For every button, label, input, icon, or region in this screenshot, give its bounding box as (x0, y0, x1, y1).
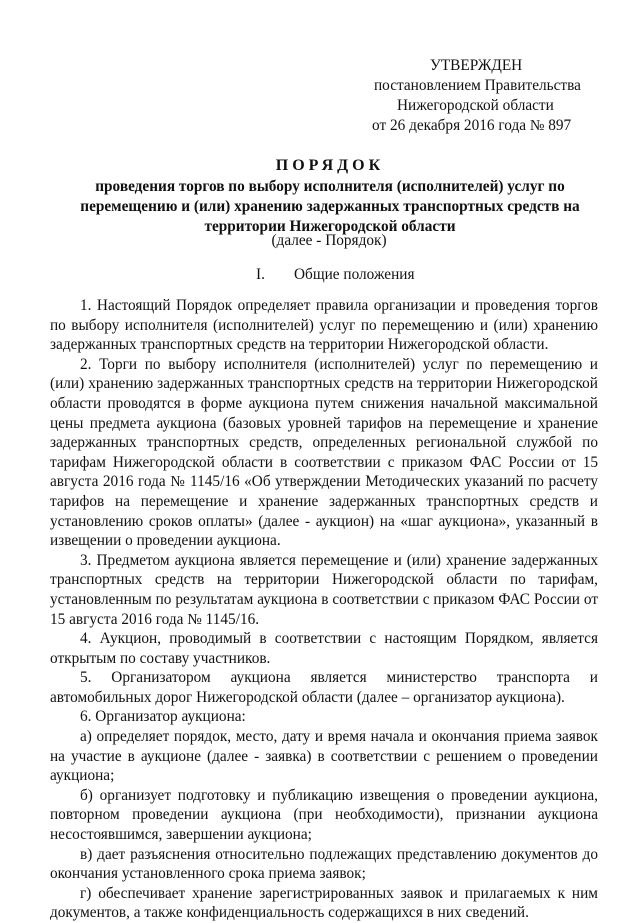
section-title: Общие положения (294, 266, 415, 283)
approval-heading: УТВЕРЖДЕН (430, 57, 523, 74)
document-subtitle-line-1: проведения торгов по выбору исполнителя (исполнителей) услуг по (95, 178, 565, 195)
approval-date: от 26 декабря 2016 года № 897 (372, 117, 572, 134)
paragraph-5: 5. Организатором аукциона является министерство транспорта и автомобильных дорог Нижегородской области (далее – организатор аукциона). (50, 669, 598, 706)
paragraph-6: 6. Организатор аукциона: (80, 708, 246, 726)
document-subtitle-line-2: перемещению и (или) хранению задержанных транспортных средств на (80, 198, 580, 215)
document-body (50, 296, 598, 923)
paragraph-6b: б) организует подготовку и публикацию извещения о проведении аукциона, повторном проведении аукциона (при необходимости), признании аукциона несостоявшимся, завершении аукциона; (50, 786, 598, 844)
document-title: ПОРЯДОК (275, 157, 385, 174)
paragraph-3: 3. Предметом аукциона является перемещение и (или) хранение задержанных транспортных средств на территории Нижегородской области по тарифам, установленным по результатам аукциона в соответствии с приказом ФАС России от 15 августа 2016 года № 1145/16. (50, 551, 598, 628)
paragraph-6c: в) дает разъяснения относительно подлежащих представлению документов до окончания установленного срока приема заявок; (50, 845, 598, 883)
document-title-note: (далее - Порядок) (271, 232, 387, 249)
approval-resolution: постановлением Правительства (374, 77, 581, 94)
paragraph-6d: г) обеспечивает хранение зарегистрированных заявок и прилагаемых к ним документов, а также конфиденциальность содержащихся в них сведений. (50, 884, 598, 922)
section-heading (256, 266, 415, 284)
paragraph-6a: а) определяет порядок, место, дату и время начала и окончания приема заявок на участие в аукционе (далее - заявка) в соответствии с решением о проведении аукциона; (50, 728, 598, 785)
approval-stamp (372, 56, 612, 136)
section-number: I. (256, 266, 265, 283)
paragraph-2: 2. Торги по выбору исполнителя (исполнителей) услуг по перемещению и (или) хранению задержанных транспортных средств на территории Нижегородской области проводятся в форме аукциона путем снижения начальной максимальной цены предмета аукциона (базовых уровней тарифов на перемещение и хранение задержанных транспортных средств, определенных региональной службой по тарифам Нижегородской области в соответствии с приказом ФАС России от 15 августа 2016 года № 1145/16 «Об утверждении Методических указаний по расчету тарифов на перемещение и хранение задержанных транспортных средств и установлению сроков оплаты» (далее - аукцион) на «шаг аукциона», указанный в извещении о проведении аукциона. (50, 355, 598, 550)
approval-region: Нижегородской области (397, 97, 554, 114)
document-subtitle-line-3: территории Нижегородской области (204, 218, 456, 235)
paragraph-1: 1. Настоящий Порядок определяет правила организации и проведения торгов по выбору исполнителя (исполнителей) услуг по перемещению и (или) хранению задержанных транспортных средств на территории Нижегородской области. (50, 297, 598, 354)
paragraph-4: 4. Аукцион, проводимый в соответствии с настоящим Порядком, является открытым по составу участников. (50, 630, 598, 667)
